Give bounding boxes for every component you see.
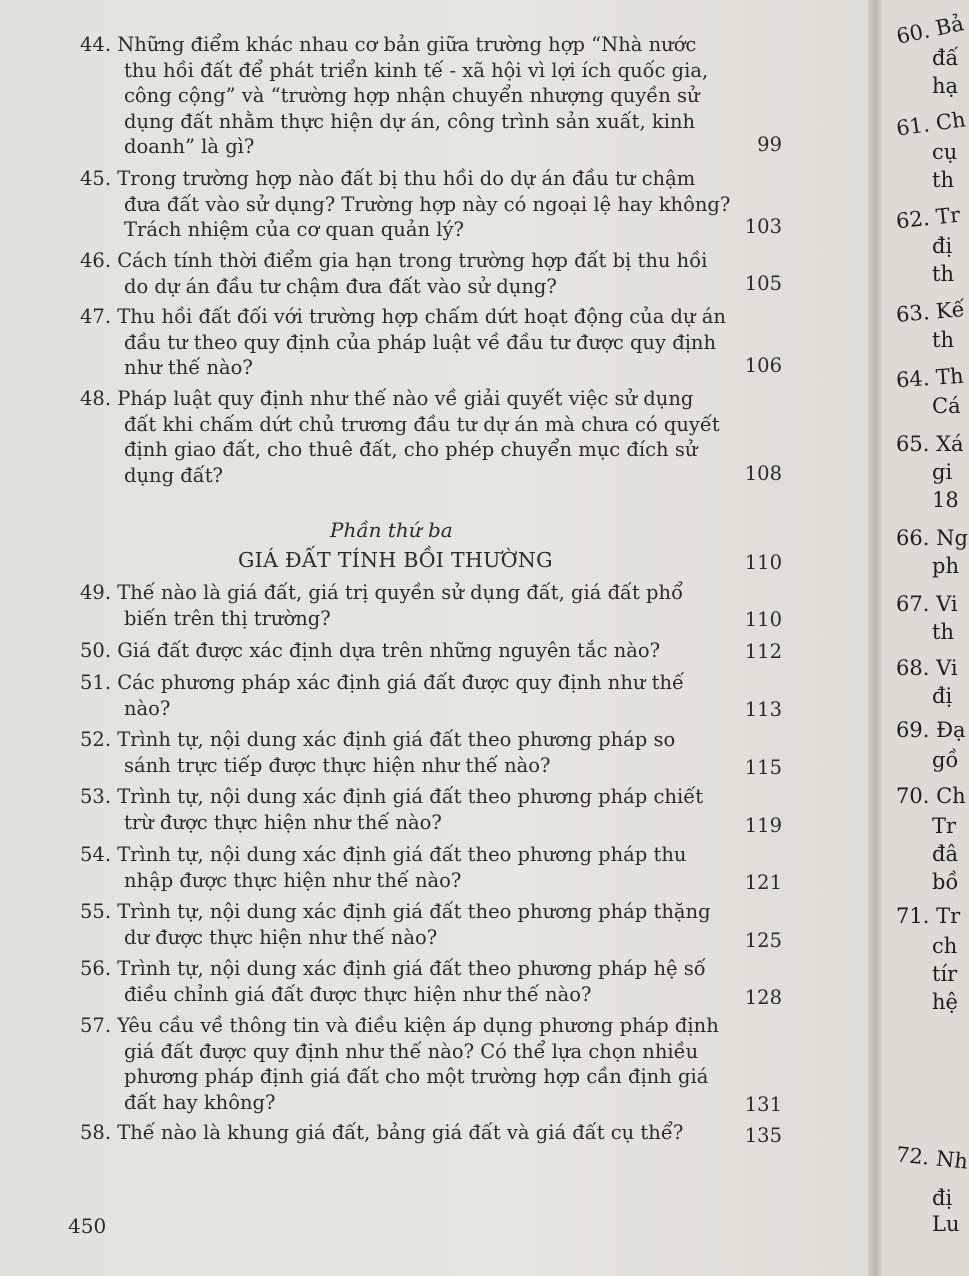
entry-line: đất hay không? [124,1090,276,1114]
page-number: 119 [744,814,782,837]
entry-line: đưa đất vào sử dụng? Trường hợp này có ngoại lệ hay không? [124,192,731,216]
entry-line: dụng đất nhằm thực hiện dự án, công trình sản xuất, kinh [124,109,696,133]
toc-entry-48 [80,386,780,488]
book-gutter [868,0,882,1276]
entry-line: công cộng” và “trường hợp nhận chuyển nhượng quyền sử [124,84,700,107]
page-number: 106 [744,354,782,377]
right-page-fragment: 66. Ng [896,526,968,550]
right-page-fragment: 60. Bả [894,11,966,49]
part-label: Phần thứ ba [330,518,453,542]
toc-entry-49 [80,580,780,631]
entry-line: trừ được thực hiện như thế nào? [124,810,442,834]
right-page-fragment: cụ [932,140,958,164]
right-page-fragment: th [932,262,954,286]
right-page-fragment: 18 [932,488,959,512]
right-page-fragment: Cá [932,394,961,418]
page-number: 115 [744,756,782,779]
right-page-fragment: Tr [932,814,957,838]
entry-line: 52. Trình tự, nội dung xác định giá đất theo phương pháp so [80,728,676,751]
entry-line: 56. Trình tự, nội dung xác định giá đất theo phương pháp hệ số [80,957,706,980]
entry-line: 55. Trình tự, nội dung xác định giá đất theo phương pháp thặng [80,900,711,923]
entry-line: Trách nhiệm của cơ quan quản lý? [124,218,464,241]
right-page-fragment: hệ [932,990,958,1014]
right-page-fragment: 71. Tr [896,904,961,928]
toc-entry-51 [80,670,780,721]
right-page-fragment: đị [932,234,953,258]
right-page-fragment: 68. Vi [896,656,958,680]
entry-line: đầu tư theo quy định của pháp luật về đầu tư được quy định [124,330,717,354]
entry-line: dư được thực hiện như thế nào? [124,925,438,949]
entry-line: 46. Cách tính thời điểm gia hạn trong trường hợp đất bị thu hồi [80,249,708,272]
page-number: 128 [744,986,782,1009]
right-page-fragment: th [932,328,954,352]
entry-line: 47. Thu hồi đất đối với trường hợp chấm dứt hoạt động của dự án [80,305,726,328]
right-page-fragment: đấ [932,46,959,70]
page-number: 110 [744,608,782,631]
entry-line: 48. Pháp luật quy định như thế nào về giải quyết việc sử dụng [80,387,694,410]
toc-entry-53 [80,784,780,835]
toc-entry-50 [80,638,780,664]
right-page-fragment: hạ [932,74,959,98]
right-page-fragment: 72. Nh [894,1142,969,1174]
entry-line: phương pháp định giá đất cho một trường hợp cần định giá [124,1065,709,1088]
right-page-fragment: th [932,168,954,192]
page-number: 113 [744,698,782,721]
right-page-fragment: 67. Vi [896,592,958,616]
right-page-fragment: đị [932,684,953,708]
page-number: 110 [744,551,782,574]
page-number: 131 [744,1093,782,1116]
entry-line: giá đất được quy định như thế nào? Có thể lựa chọn nhiều [124,1039,699,1063]
right-page-fragment: đâ [932,842,958,866]
right-page-fragment: 63. Kế [895,297,966,327]
page-number: 103 [744,215,782,238]
page-number: 125 [744,929,782,952]
entry-line: do dự án đầu tư chậm đưa đất vào sử dụng? [124,274,557,298]
entry-line: sánh trực tiếp được thực hiện như thế nào? [124,753,551,777]
entry-line: 45. Trong trường hợp nào đất bị thu hồi do dự án đầu tư chậm [80,167,696,190]
right-page-fragment: Lu [932,1212,960,1236]
right-page-fragment: bồ [932,870,959,894]
right-page-fragment: đị [932,1186,953,1210]
entry-line: nhập được thực hiện như thế nào? [124,868,462,892]
page-number: 99 [757,133,782,156]
toc-entry-57 [80,1013,780,1115]
page-number: 112 [744,640,782,663]
entry-line: dụng đất? [124,463,224,487]
entry-line: 53. Trình tự, nội dung xác định giá đất theo phương pháp chiết [80,785,704,808]
entry-line: 54. Trình tự, nội dung xác định giá đất theo phương pháp thu [80,843,687,866]
toc-entry-44 [80,32,780,160]
entry-line: doanh” là gì? [124,135,255,158]
right-page-fragment: ph [932,554,959,578]
toc-entry-47 [80,304,780,381]
entry-line: định giao đất, cho thuê đất, cho phép chuyển mục đích sử [124,438,698,461]
toc-entry-45 [80,166,780,243]
entry-line: 57. Yêu cầu về thông tin và điều kiện áp dụng phương pháp định [80,1014,719,1037]
right-page-fragment: 61. Ch [894,107,968,141]
right-page-fragment: 69. Đạ [896,718,966,742]
right-page-fragment: gồ [932,748,959,772]
entry-line: biến trên thị trường? [124,606,331,630]
right-page-fragment: tír [932,962,958,986]
toc-entry-58 [80,1120,780,1146]
toc-entry-54 [80,842,780,893]
entry-line: như thế nào? [124,356,253,379]
entry-line: 49. Thế nào là giá đất, giá trị quyền sử dụng đất, giá đất phổ [80,581,684,604]
toc-entry-56 [80,956,780,1007]
entry-line: 50. Giá đất được xác định dựa trên những nguyên tắc nào? [80,639,661,662]
right-page-fragment: 65. Xá [896,432,964,456]
right-page-fragment: 64. Th [895,363,965,393]
right-page-fragment: gi [932,460,953,484]
folio-page-number: 450 [68,1214,107,1238]
toc-entry-46 [80,248,780,299]
right-page-fragment: 62. Tr [894,202,962,234]
toc-entry-55 [80,899,780,950]
entry-line: thu hồi đất để phát triển kinh tế - xã hội vì lợi ích quốc gia, [124,58,709,82]
page-number: 121 [744,871,782,894]
right-page-fragment: 70. Ch [896,784,966,808]
entry-line: đất khi chấm dứt chủ trương đầu tư dự án mà chưa có quyết [124,412,720,436]
page-number: 108 [744,462,782,485]
entry-line: 51. Các phương pháp xác định giá đất được quy định như thế [80,671,685,694]
entry-line: 58. Thế nào là khung giá đất, bảng giá đất và giá đất cụ thể? [80,1121,684,1144]
part-title: GIÁ ĐẤT TÍNH BỒI THƯỜNG [238,548,553,572]
page-number: 105 [744,272,782,295]
entry-line: 44. Những điểm khác nhau cơ bản giữa trường hợp “Nhà nước [80,33,697,56]
entry-line: điều chỉnh giá đất được thực hiện như thế nào? [124,982,592,1006]
right-page-fragment: ch [932,934,958,958]
right-page-fragment: th [932,620,954,644]
toc-entry-52 [80,727,780,778]
page-number: 135 [744,1124,782,1147]
entry-line: nào? [124,696,171,720]
